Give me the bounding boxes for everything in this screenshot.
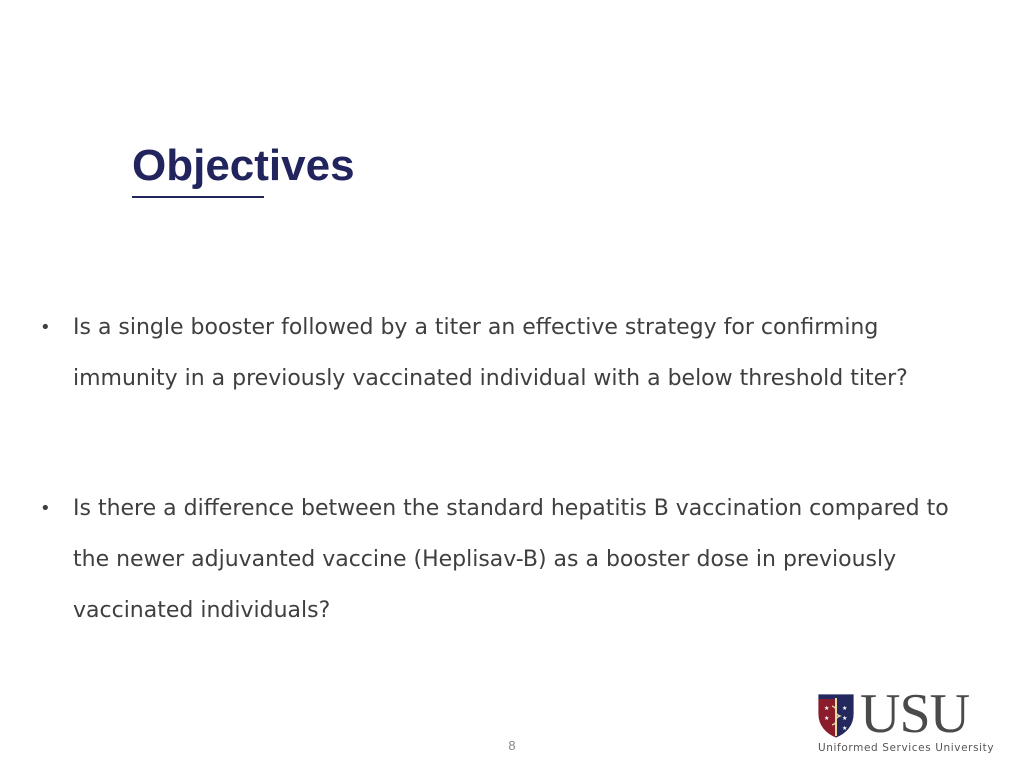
bullet-text: Is a single booster followed by a titer an effective strategy for confirming immunity in a previously vaccinated individual with a below threshold titer?: [73, 315, 908, 391]
bullet-list: [40, 302, 980, 636]
usu-logo: [816, 683, 1006, 760]
svg-text:★: ★: [842, 725, 848, 732]
usu-shield-icon: [816, 692, 856, 740]
svg-text:★: ★: [824, 705, 830, 712]
usu-logo-subtitle: Uniformed Services University: [818, 742, 995, 754]
slide-title: Objectives: [132, 141, 355, 190]
bullet-item: [40, 483, 980, 636]
bullet-dot-icon: •: [40, 498, 51, 519]
title-underline: [132, 196, 264, 198]
usu-logo-wordmark: USU: [860, 683, 970, 745]
svg-text:★: ★: [824, 715, 830, 722]
page-number: 8: [508, 738, 516, 753]
bullet-text: Is there a difference between the standard hepatitis B vaccination compared to the newer adjuvanted vaccine (Heplisav-B) as a booster dose in previously vaccinated individuals?: [73, 496, 949, 623]
bullet-dot-icon: •: [40, 317, 51, 338]
bullet-item: [40, 302, 980, 404]
svg-text:★: ★: [842, 705, 848, 712]
svg-text:★: ★: [842, 715, 848, 722]
